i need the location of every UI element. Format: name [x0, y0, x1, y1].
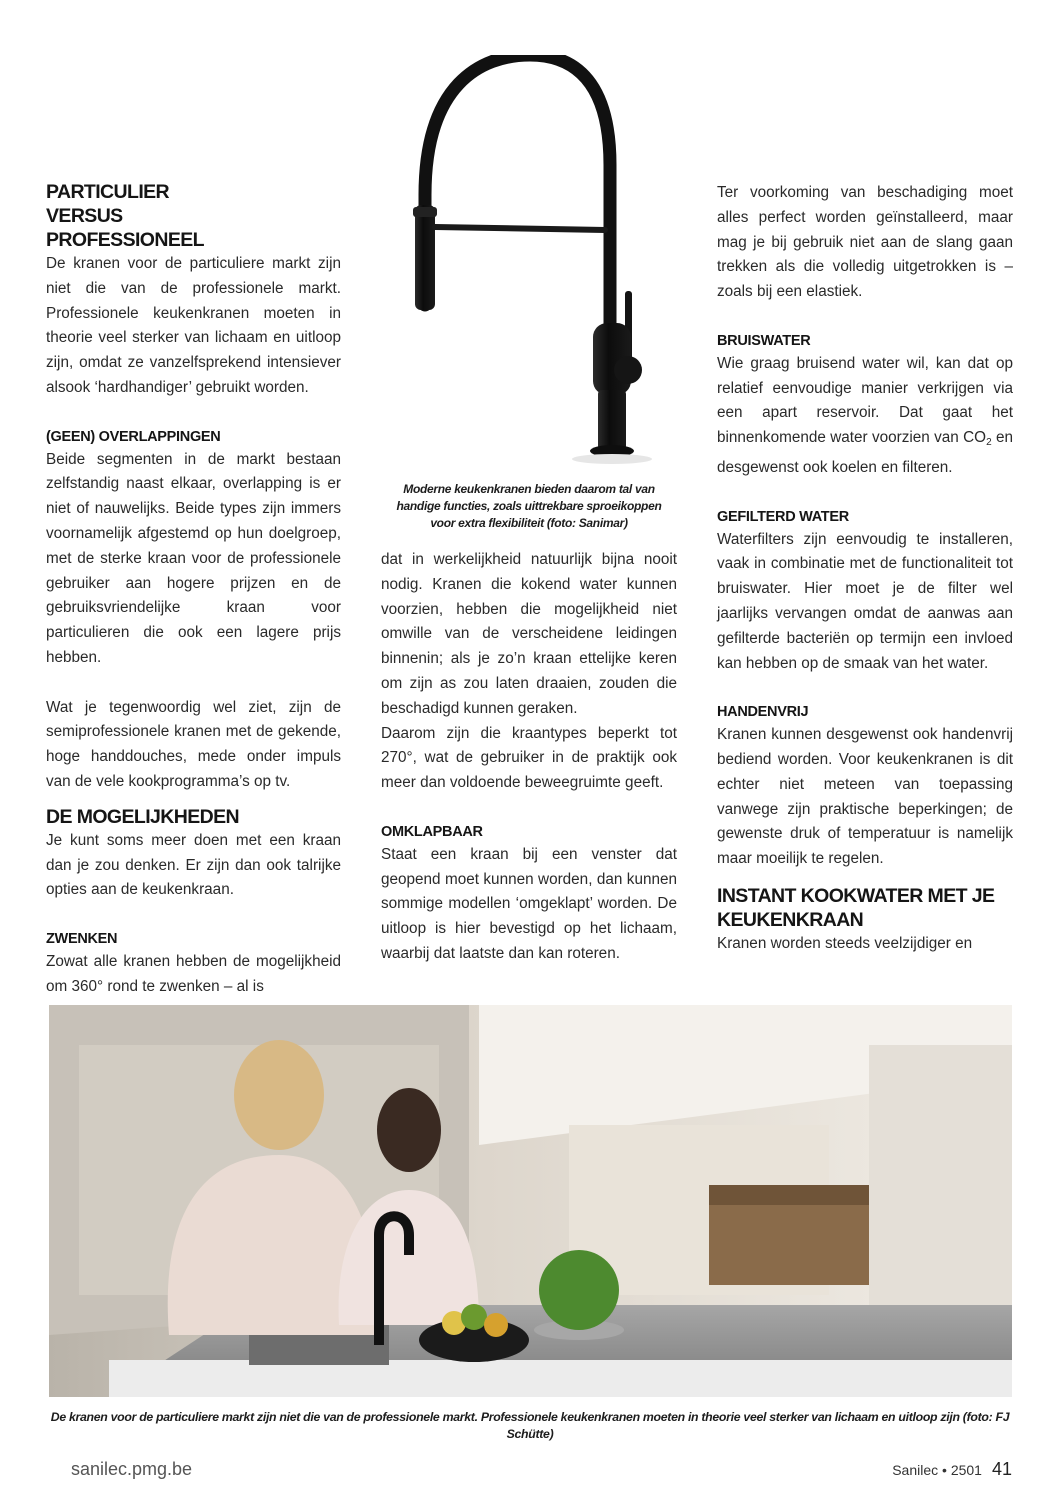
- column-right: [717, 181, 1013, 957]
- footer-issue: [892, 1459, 1012, 1480]
- heading-instant-kookwater: INSTANT KOOKWATER MET JE KEUKENKRAAN: [717, 884, 995, 931]
- bruiswater-text-b: en desgewenst ook koelen en filteren.: [717, 429, 1013, 476]
- heading-zwenken: ZWENKEN: [46, 930, 118, 947]
- footer-url-link[interactable]: sanilec.pmg.be: [71, 1459, 193, 1479]
- paragraph-handenvrij: Kranen kunnen desgewenst ook handenvrij bediend worden. Voor keukenkranen is dit echter niet meteen van toepassing vanwege zijn praktische beperkingen; de gewenste druk of temperatuur is namelijk maar moeilijk te regelen.: [717, 726, 1013, 868]
- faucet-caption: Moderne keukenkranen bieden daarom tal van handige functies, zoals uittrekbare sproeikoppen voor extra flexibiliteit (foto: Sanimar): [396, 482, 662, 530]
- paragraph-particulier: De kranen voor de particuliere markt zijn niet die van de professionele markt. Professionele keukenkranen moeten in theorie veel sterker van lichaam en uitloop zijn, omdat ze vanzelfsprekend intensiever alsook ‘hardhandiger’ gebruikt worden.: [46, 255, 341, 396]
- heading-overlappingen: (GEEN) OVERLAPPINGEN: [46, 428, 221, 445]
- kitchen-photo: [49, 1005, 1012, 1397]
- heading-handenvrij: HANDENVRIJ: [717, 704, 809, 721]
- heading-omklapbaar: OMKLAPBAAR: [381, 823, 483, 840]
- paragraph-instant: Kranen worden steeds veelzijdiger en: [717, 934, 973, 952]
- paragraph-omklapbaar: Staat een kraan bij een venster dat geopend moet kunnen worden, dan kunnen sommige modellen ‘omgeklapt’ worden. De uitloop is hier bevestigd op het lichaam, waarbij dat laatste dan kan roteren.: [381, 845, 677, 962]
- paragraph-continued: dat in werkelijkheid natuurlijk bijna nooit nodig. Kranen die kokend water kunnen voorzien, hebben die mogelijkheid niet omwille van de verscheidene leidingen binnenin; als je zo’n kraan ettelijke keren om zijn as zou laten draaien, zouden die beschadigd kunnen geraken.: [381, 551, 677, 717]
- heading-particulier: PARTICULIER VERSUS PROFESSIONEEL: [46, 181, 204, 251]
- faucet-image: [380, 55, 680, 475]
- paragraph-gefilterd: Waterfilters zijn eenvoudig te installeren, vaak in combinatie met de functionaliteit tot bruiswater. Hier moet je de filter wel jaarlijks vervangen omdat de aanwas aan gefilterde bacteriën op termijn een invloed kan hebben op de smaak van het water.: [717, 530, 1013, 672]
- heading-bruiswater: BRUISWATER: [717, 332, 811, 349]
- co2-subscript: 2: [986, 437, 992, 449]
- paragraph-mogelijkheden: Je kunt soms meer doen met een kraan dan je zou denken. Er zijn dan ook talrijke opties aan de keukenkraan.: [46, 831, 341, 899]
- paragraph-semipro: Wat je tegenwoordig wel ziet, zijn de semiprofessionele kranen met de gekende, hoge handdouches, mede onder impuls van de vele kookprogramma’s op tv.: [46, 698, 341, 790]
- column-left: [46, 180, 341, 1000]
- paragraph-beperkt: Daarom zijn die kraantypes beperkt tot 270°, wat de gebruiker in de praktijk ook meer dan voldoende beweegruimte geeft.: [381, 724, 677, 792]
- issue-label: Sanilec • 2501: [892, 1462, 982, 1478]
- photo-caption: De kranen voor de particuliere markt zijn niet die van de professionele markt. Professionele keukenkranen moeten in theorie veel sterker van lichaam en uitloop zijn (foto: FJ Schütte): [50, 1410, 1010, 1441]
- heading-gefilterd: GEFILTERD WATER: [717, 508, 849, 525]
- page-number: 41: [991, 1459, 1012, 1479]
- paragraph-intro: Ter voorkoming van beschadiging moet alles perfect worden geïnstalleerd, maar mag je bij gebruik niet aan de slang gaan trekken als die volledig uitgetrokken is – zoals bij een elastiek.: [717, 184, 1013, 301]
- column-middle: [381, 481, 677, 967]
- paragraph-zwenken: Zowat alle kranen hebben de mogelijkheid om 360° rond te zwenken – al is: [46, 952, 341, 995]
- paragraph-overlappingen: Beide segmenten in de markt bestaan zelfstandig naast elkaar, overlapping is er niet of nauwelijks. Beide types zijn immers voornamelijk afgestemd op hun doelgroep, met de sterke kraan voor de professionele gebruiker aan hogere prijzen en de gebruiksvriendelijke kraan voor particulieren die ook een lagere prijs hebben.: [46, 450, 341, 666]
- bruiswater-text-a: Wie graag bruisend water wil, kan dat op relatief eenvoudige manier verkrijgen via een apart reservoir. Dat gaat het binnenkomende water voorzien van CO: [717, 354, 1013, 447]
- paragraph-bruiswater: [717, 352, 1013, 481]
- heading-mogelijkheden: DE MOGELIJKHEDEN: [46, 805, 240, 828]
